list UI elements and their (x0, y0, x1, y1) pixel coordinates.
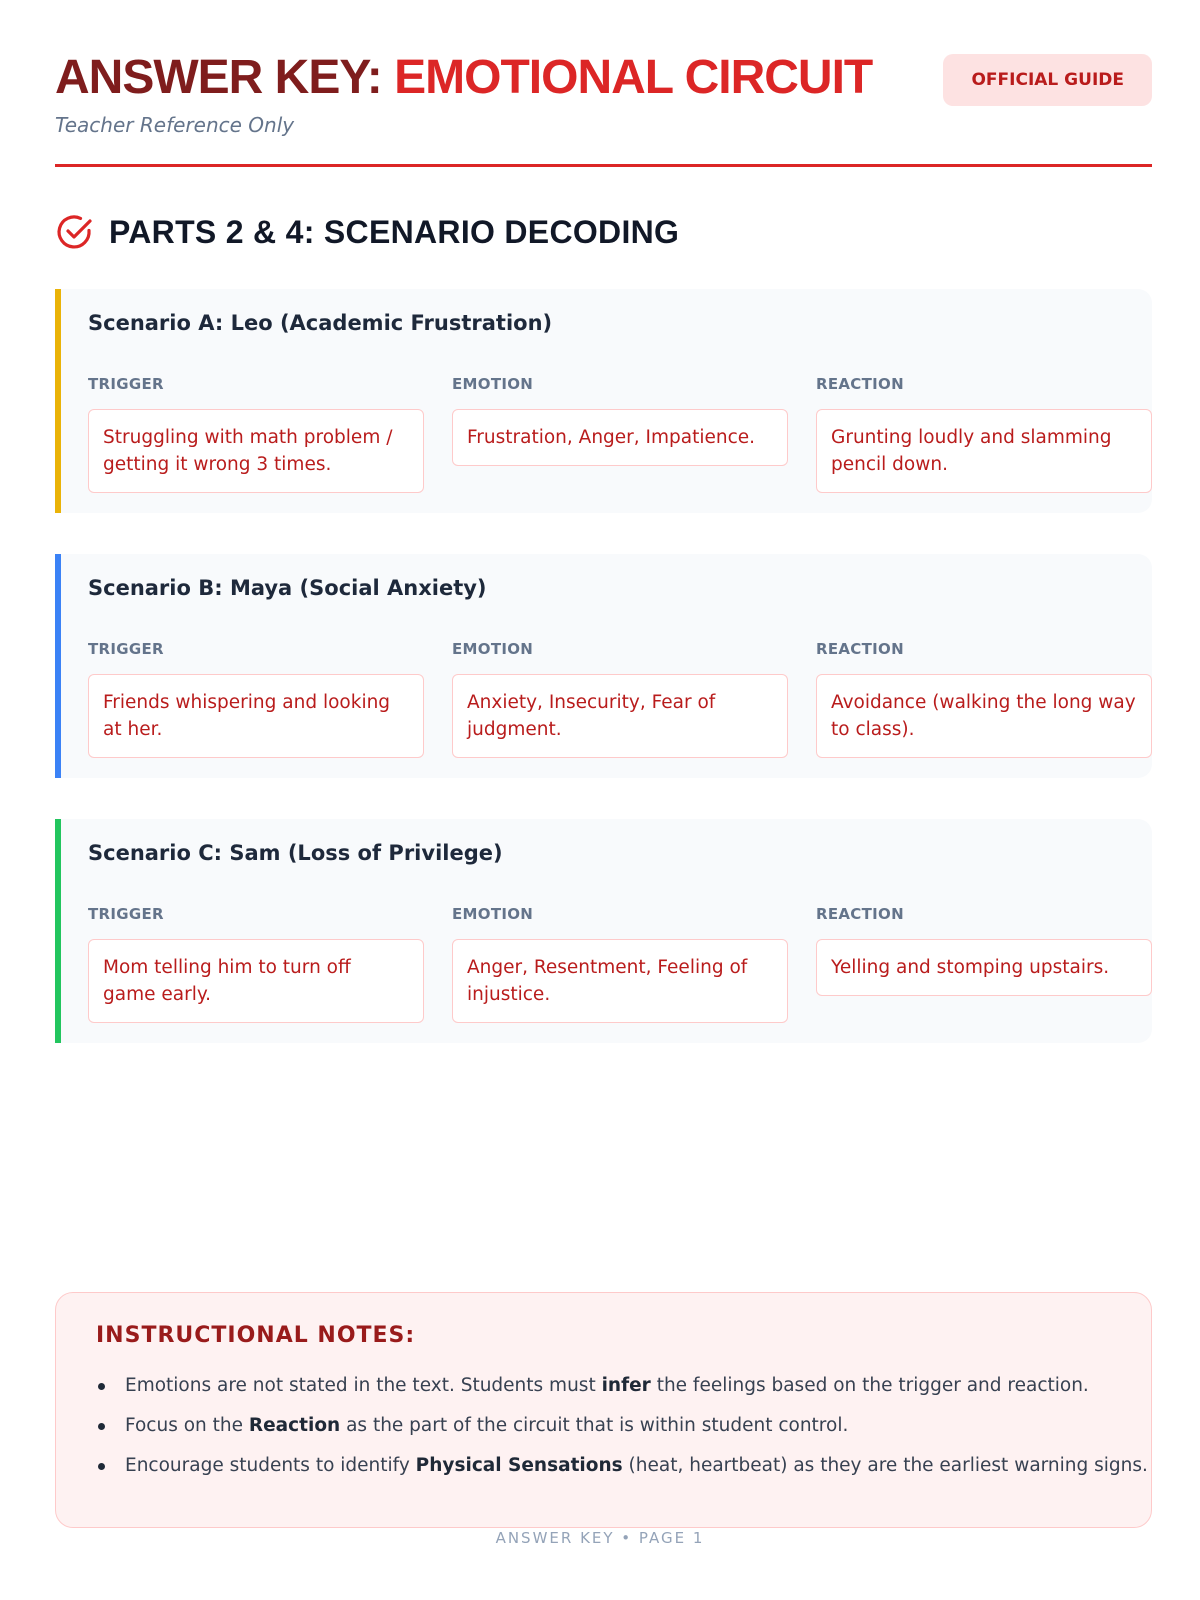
note-text: (heat, heartbeat) as they are the earliest warning signs. (622, 1455, 1148, 1476)
notes-title: INSTRUCTIONAL NOTES: (96, 1323, 416, 1348)
reaction-answer: Grunting loudly and slamming pencil down. (816, 409, 1152, 493)
scenario-card-a (55, 289, 1152, 513)
emotion-column (452, 375, 788, 466)
emotion-label: EMOTION (452, 375, 534, 393)
reaction-label: REACTION (816, 905, 904, 923)
trigger-column (88, 640, 424, 758)
header-divider (55, 164, 1152, 167)
official-guide-badge: OFFICIAL GUIDE (943, 54, 1152, 106)
trigger-answer: Friends whispering and looking at her. (88, 674, 424, 758)
note-emphasis: infer (601, 1375, 651, 1396)
check-circle-icon (55, 212, 95, 252)
emotion-label: EMOTION (452, 640, 534, 658)
instructional-notes (55, 1292, 1152, 1528)
reaction-column (816, 375, 1152, 493)
trigger-column (88, 905, 424, 1023)
section-heading (55, 212, 679, 252)
emotion-column (452, 640, 788, 758)
scenario-title: Scenario C: Sam (Loss of Privilege) (88, 841, 503, 865)
trigger-answer: Mom telling him to turn off game early. (88, 939, 424, 1023)
notes-list (96, 1366, 1148, 1486)
emotion-answer: Anger, Resentment, Feeling of injustice. (452, 939, 788, 1023)
reaction-label: REACTION (816, 375, 904, 393)
trigger-label: TRIGGER (88, 640, 164, 658)
note-emphasis: Physical Sensations (415, 1455, 623, 1476)
scenario-title: Scenario B: Maya (Social Anxiety) (88, 576, 487, 600)
note-text: as the part of the circuit that is within student control. (340, 1415, 849, 1436)
reaction-column (816, 905, 1152, 996)
emotion-answer: Frustration, Anger, Impatience. (452, 409, 788, 466)
scenario-card-b (55, 554, 1152, 778)
note-text: Encourage students to identify (125, 1455, 416, 1476)
page-header (55, 52, 1152, 137)
note-text: Focus on the (125, 1415, 249, 1436)
scenario-title: Scenario A: Leo (Academic Frustration) (88, 311, 553, 335)
emotion-label: EMOTION (452, 905, 534, 923)
reaction-label: REACTION (816, 640, 904, 658)
note-item (96, 1446, 1148, 1486)
reaction-answer: Avoidance (walking the long way to class). (816, 674, 1152, 758)
note-item (96, 1366, 1111, 1406)
trigger-label: TRIGGER (88, 375, 164, 393)
note-item (96, 1406, 1111, 1446)
page-subtitle: Teacher Reference Only (55, 112, 295, 137)
note-emphasis: Reaction (248, 1415, 341, 1436)
emotion-column (452, 905, 788, 1023)
page-footer: ANSWER KEY • PAGE 1 (495, 1529, 705, 1547)
emotion-answer: Anxiety, Insecurity, Fear of judgment. (452, 674, 788, 758)
reaction-column (816, 640, 1152, 758)
note-text: Emotions are not stated in the text. Students must (125, 1375, 602, 1396)
reaction-answer: Yelling and stomping upstairs. (816, 939, 1152, 996)
trigger-answer: Struggling with math problem / getting it wrong 3 times. (88, 409, 424, 493)
trigger-column (88, 375, 424, 493)
section-title: PARTS 2 & 4: SCENARIO DECODING (109, 213, 680, 250)
scenario-accent-bar (55, 819, 61, 1043)
scenario-card-c (55, 819, 1152, 1043)
title-prefix: ANSWER KEY: (55, 51, 382, 104)
title-accent: EMOTIONAL CIRCUIT (394, 51, 873, 104)
trigger-label: TRIGGER (88, 905, 164, 923)
scenario-accent-bar (55, 554, 61, 778)
scenario-accent-bar (55, 289, 61, 513)
note-text: the feelings based on the trigger and reaction. (650, 1375, 1089, 1396)
